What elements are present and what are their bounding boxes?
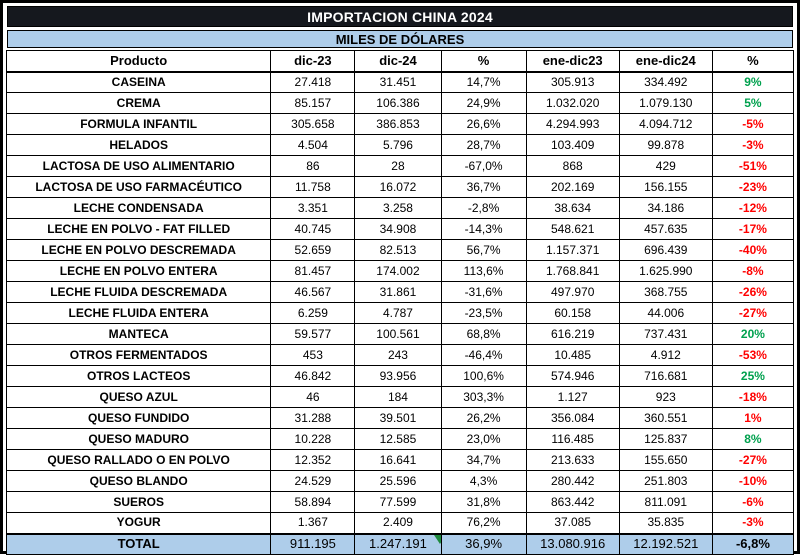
cell-dic23: 24.529 — [271, 471, 355, 492]
cell-pct-month: -46,4% — [441, 345, 526, 366]
report-subtitle: MILES DE DÓLARES — [7, 30, 793, 48]
cell-dic23: 12.352 — [271, 450, 355, 471]
cell-dic24: 31.451 — [355, 72, 441, 93]
cell-pct-year: -5% — [712, 114, 793, 135]
import-table — [6, 50, 794, 555]
cell-dic24: 3.258 — [355, 198, 441, 219]
cell-dic24: 93.956 — [355, 366, 441, 387]
cell-pct-year: -23% — [712, 177, 793, 198]
table-row — [7, 219, 794, 240]
cell-product: LECHE FLUIDA ENTERA — [7, 303, 271, 324]
cell-ytd23: 548.621 — [526, 219, 619, 240]
cell-ytd24: 155.650 — [619, 450, 712, 471]
cell-dic23: 4.504 — [271, 135, 355, 156]
table-row — [7, 93, 794, 114]
cell-dic23: 6.259 — [271, 303, 355, 324]
cell-pct-year: -53% — [712, 345, 793, 366]
cell-dic23: 3.351 — [271, 198, 355, 219]
header-row — [7, 51, 794, 72]
cell-product: QUESO RALLADO O EN POLVO — [7, 450, 271, 471]
cell-pct-year: -8% — [712, 261, 793, 282]
cell-dic23: 31.288 — [271, 408, 355, 429]
cell-ytd23: 1.157.371 — [526, 240, 619, 261]
cell-ytd24: 35.835 — [619, 513, 712, 534]
cell-product: LECHE EN POLVO ENTERA — [7, 261, 271, 282]
table-header — [7, 51, 794, 72]
total-pct-year: -6,8% — [712, 534, 793, 555]
total-dic24 — [355, 534, 441, 555]
cell-pct-year: 1% — [712, 408, 793, 429]
table-row — [7, 387, 794, 408]
cell-pct-year: -12% — [712, 198, 793, 219]
cell-pct-year: -3% — [712, 513, 793, 534]
comment-marker-icon — [434, 535, 442, 544]
cell-product: LACTOSA DE USO ALIMENTARIO — [7, 156, 271, 177]
cell-product: CREMA — [7, 93, 271, 114]
table-row — [7, 282, 794, 303]
cell-pct-month: 4,3% — [441, 471, 526, 492]
cell-ytd24: 44.006 — [619, 303, 712, 324]
cell-pct-month: 113,6% — [441, 261, 526, 282]
cell-pct-year: -26% — [712, 282, 793, 303]
cell-ytd24: 99.878 — [619, 135, 712, 156]
cell-ytd23: 37.085 — [526, 513, 619, 534]
cell-ytd23: 616.219 — [526, 324, 619, 345]
table-row — [7, 156, 794, 177]
cell-product: MANTECA — [7, 324, 271, 345]
cell-ytd24: 4.094.712 — [619, 114, 712, 135]
header-product: Producto — [7, 51, 271, 72]
cell-dic23: 46 — [271, 387, 355, 408]
cell-dic23: 11.758 — [271, 177, 355, 198]
header-enedic24: ene-dic24 — [619, 51, 712, 72]
cell-pct-month: -67,0% — [441, 156, 526, 177]
cell-pct-year: -27% — [712, 303, 793, 324]
cell-pct-year: 5% — [712, 93, 793, 114]
cell-pct-month: 68,8% — [441, 324, 526, 345]
total-dic23: 911.195 — [271, 534, 355, 555]
cell-dic23: 305.658 — [271, 114, 355, 135]
cell-ytd23: 213.633 — [526, 450, 619, 471]
cell-pct-month: -2,8% — [441, 198, 526, 219]
cell-dic24: 31.861 — [355, 282, 441, 303]
cell-ytd23: 4.294.993 — [526, 114, 619, 135]
cell-ytd23: 60.158 — [526, 303, 619, 324]
table-row — [7, 366, 794, 387]
cell-ytd24: 4.912 — [619, 345, 712, 366]
cell-product: OTROS LACTEOS — [7, 366, 271, 387]
cell-pct-month: 36,7% — [441, 177, 526, 198]
cell-product: QUESO FUNDIDO — [7, 408, 271, 429]
cell-pct-month: 14,7% — [441, 72, 526, 93]
cell-ytd23: 574.946 — [526, 366, 619, 387]
cell-pct-month: 24,9% — [441, 93, 526, 114]
cell-dic23: 453 — [271, 345, 355, 366]
cell-pct-year: -6% — [712, 492, 793, 513]
total-pct-month: 36,9% — [441, 534, 526, 555]
cell-product: OTROS FERMENTADOS — [7, 345, 271, 366]
cell-dic23: 46.567 — [271, 282, 355, 303]
table-row — [7, 114, 794, 135]
cell-dic24: 184 — [355, 387, 441, 408]
cell-ytd24: 156.155 — [619, 177, 712, 198]
table-row — [7, 471, 794, 492]
cell-ytd24: 923 — [619, 387, 712, 408]
cell-dic24: 16.641 — [355, 450, 441, 471]
cell-dic24: 39.501 — [355, 408, 441, 429]
cell-pct-month: 76,2% — [441, 513, 526, 534]
cell-product: LECHE FLUIDA DESCREMADA — [7, 282, 271, 303]
cell-dic23: 86 — [271, 156, 355, 177]
cell-product: QUESO BLANDO — [7, 471, 271, 492]
cell-ytd24: 696.439 — [619, 240, 712, 261]
cell-ytd23: 1.768.841 — [526, 261, 619, 282]
cell-dic23: 1.367 — [271, 513, 355, 534]
cell-ytd23: 116.485 — [526, 429, 619, 450]
cell-dic24: 4.787 — [355, 303, 441, 324]
cell-dic24: 2.409 — [355, 513, 441, 534]
header-dic24: dic-24 — [355, 51, 441, 72]
cell-ytd24: 368.755 — [619, 282, 712, 303]
cell-pct-month: 34,7% — [441, 450, 526, 471]
cell-ytd24: 334.492 — [619, 72, 712, 93]
cell-dic24: 16.072 — [355, 177, 441, 198]
cell-pct-year: -3% — [712, 135, 793, 156]
cell-product: HELADOS — [7, 135, 271, 156]
cell-product: LACTOSA DE USO FARMACÉUTICO — [7, 177, 271, 198]
cell-pct-year: 25% — [712, 366, 793, 387]
cell-pct-month: 28,7% — [441, 135, 526, 156]
cell-dic23: 40.745 — [271, 219, 355, 240]
cell-product: QUESO AZUL — [7, 387, 271, 408]
cell-product: SUEROS — [7, 492, 271, 513]
cell-pct-month: 23,0% — [441, 429, 526, 450]
table-row — [7, 492, 794, 513]
cell-dic24: 77.599 — [355, 492, 441, 513]
cell-pct-year: -51% — [712, 156, 793, 177]
report-title: IMPORTACION CHINA 2024 — [7, 6, 793, 27]
total-row — [7, 534, 794, 555]
cell-ytd24: 360.551 — [619, 408, 712, 429]
cell-product: LECHE CONDENSADA — [7, 198, 271, 219]
cell-pct-month: -31,6% — [441, 282, 526, 303]
cell-product: LECHE EN POLVO - FAT FILLED — [7, 219, 271, 240]
total-dic24-value: 1.247.191 — [369, 536, 427, 552]
total-ytd24: 12.192.521 — [619, 534, 712, 555]
cell-dic24: 28 — [355, 156, 441, 177]
total-label: TOTAL — [7, 534, 271, 555]
table-row — [7, 345, 794, 366]
cell-product: FORMULA INFANTIL — [7, 114, 271, 135]
cell-pct-year: 8% — [712, 429, 793, 450]
table-body — [7, 72, 794, 534]
table-row — [7, 177, 794, 198]
cell-pct-year: 20% — [712, 324, 793, 345]
cell-dic24: 243 — [355, 345, 441, 366]
table-footer — [7, 534, 794, 555]
cell-dic23: 10.228 — [271, 429, 355, 450]
table-row — [7, 72, 794, 93]
cell-pct-year: -18% — [712, 387, 793, 408]
header-pct-month: % — [441, 51, 526, 72]
cell-dic23: 85.157 — [271, 93, 355, 114]
cell-ytd24: 457.635 — [619, 219, 712, 240]
cell-pct-month: -23,5% — [441, 303, 526, 324]
table-row — [7, 135, 794, 156]
cell-dic24: 34.908 — [355, 219, 441, 240]
table-row — [7, 240, 794, 261]
cell-ytd23: 868 — [526, 156, 619, 177]
cell-pct-year: -17% — [712, 219, 793, 240]
table-row — [7, 429, 794, 450]
header-dic23: dic-23 — [271, 51, 355, 72]
cell-dic24: 12.585 — [355, 429, 441, 450]
cell-ytd23: 863.442 — [526, 492, 619, 513]
cell-dic24: 106.386 — [355, 93, 441, 114]
cell-ytd24: 125.837 — [619, 429, 712, 450]
cell-product: QUESO MADURO — [7, 429, 271, 450]
table-row — [7, 513, 794, 534]
cell-pct-month: 56,7% — [441, 240, 526, 261]
table-row — [7, 324, 794, 345]
cell-ytd23: 497.970 — [526, 282, 619, 303]
cell-ytd23: 202.169 — [526, 177, 619, 198]
header-pct-year: % — [712, 51, 793, 72]
total-ytd23: 13.080.916 — [526, 534, 619, 555]
cell-pct-year: -10% — [712, 471, 793, 492]
cell-ytd23: 1.127 — [526, 387, 619, 408]
table-row — [7, 198, 794, 219]
cell-dic23: 58.894 — [271, 492, 355, 513]
cell-ytd24: 1.625.990 — [619, 261, 712, 282]
table-row — [7, 303, 794, 324]
cell-ytd24: 1.079.130 — [619, 93, 712, 114]
cell-ytd24: 34.186 — [619, 198, 712, 219]
cell-ytd24: 716.681 — [619, 366, 712, 387]
cell-dic23: 46.842 — [271, 366, 355, 387]
cell-ytd23: 305.913 — [526, 72, 619, 93]
cell-ytd24: 737.431 — [619, 324, 712, 345]
cell-dic24: 386.853 — [355, 114, 441, 135]
cell-dic24: 5.796 — [355, 135, 441, 156]
table-row — [7, 261, 794, 282]
cell-dic23: 81.457 — [271, 261, 355, 282]
cell-product: LECHE EN POLVO DESCREMADA — [7, 240, 271, 261]
cell-dic24: 174.002 — [355, 261, 441, 282]
cell-pct-month: 26,6% — [441, 114, 526, 135]
cell-product: YOGUR — [7, 513, 271, 534]
cell-pct-month: 26,2% — [441, 408, 526, 429]
cell-dic24: 25.596 — [355, 471, 441, 492]
cell-dic24: 100.561 — [355, 324, 441, 345]
cell-ytd23: 1.032.020 — [526, 93, 619, 114]
cell-ytd24: 251.803 — [619, 471, 712, 492]
cell-ytd23: 280.442 — [526, 471, 619, 492]
table-row — [7, 408, 794, 429]
header-enedic23: ene-dic23 — [526, 51, 619, 72]
cell-pct-month: -14,3% — [441, 219, 526, 240]
cell-pct-year: -40% — [712, 240, 793, 261]
cell-dic24: 82.513 — [355, 240, 441, 261]
cell-pct-month: 100,6% — [441, 366, 526, 387]
cell-ytd23: 38.634 — [526, 198, 619, 219]
cell-ytd23: 356.084 — [526, 408, 619, 429]
cell-pct-year: -27% — [712, 450, 793, 471]
cell-pct-year: 9% — [712, 72, 793, 93]
cell-product: CASEINA — [7, 72, 271, 93]
table-row — [7, 450, 794, 471]
cell-dic23: 52.659 — [271, 240, 355, 261]
cell-dic23: 27.418 — [271, 72, 355, 93]
cell-pct-month: 303,3% — [441, 387, 526, 408]
cell-dic23: 59.577 — [271, 324, 355, 345]
cell-ytd24: 429 — [619, 156, 712, 177]
cell-ytd23: 103.409 — [526, 135, 619, 156]
cell-ytd23: 10.485 — [526, 345, 619, 366]
cell-ytd24: 811.091 — [619, 492, 712, 513]
cell-pct-month: 31,8% — [441, 492, 526, 513]
